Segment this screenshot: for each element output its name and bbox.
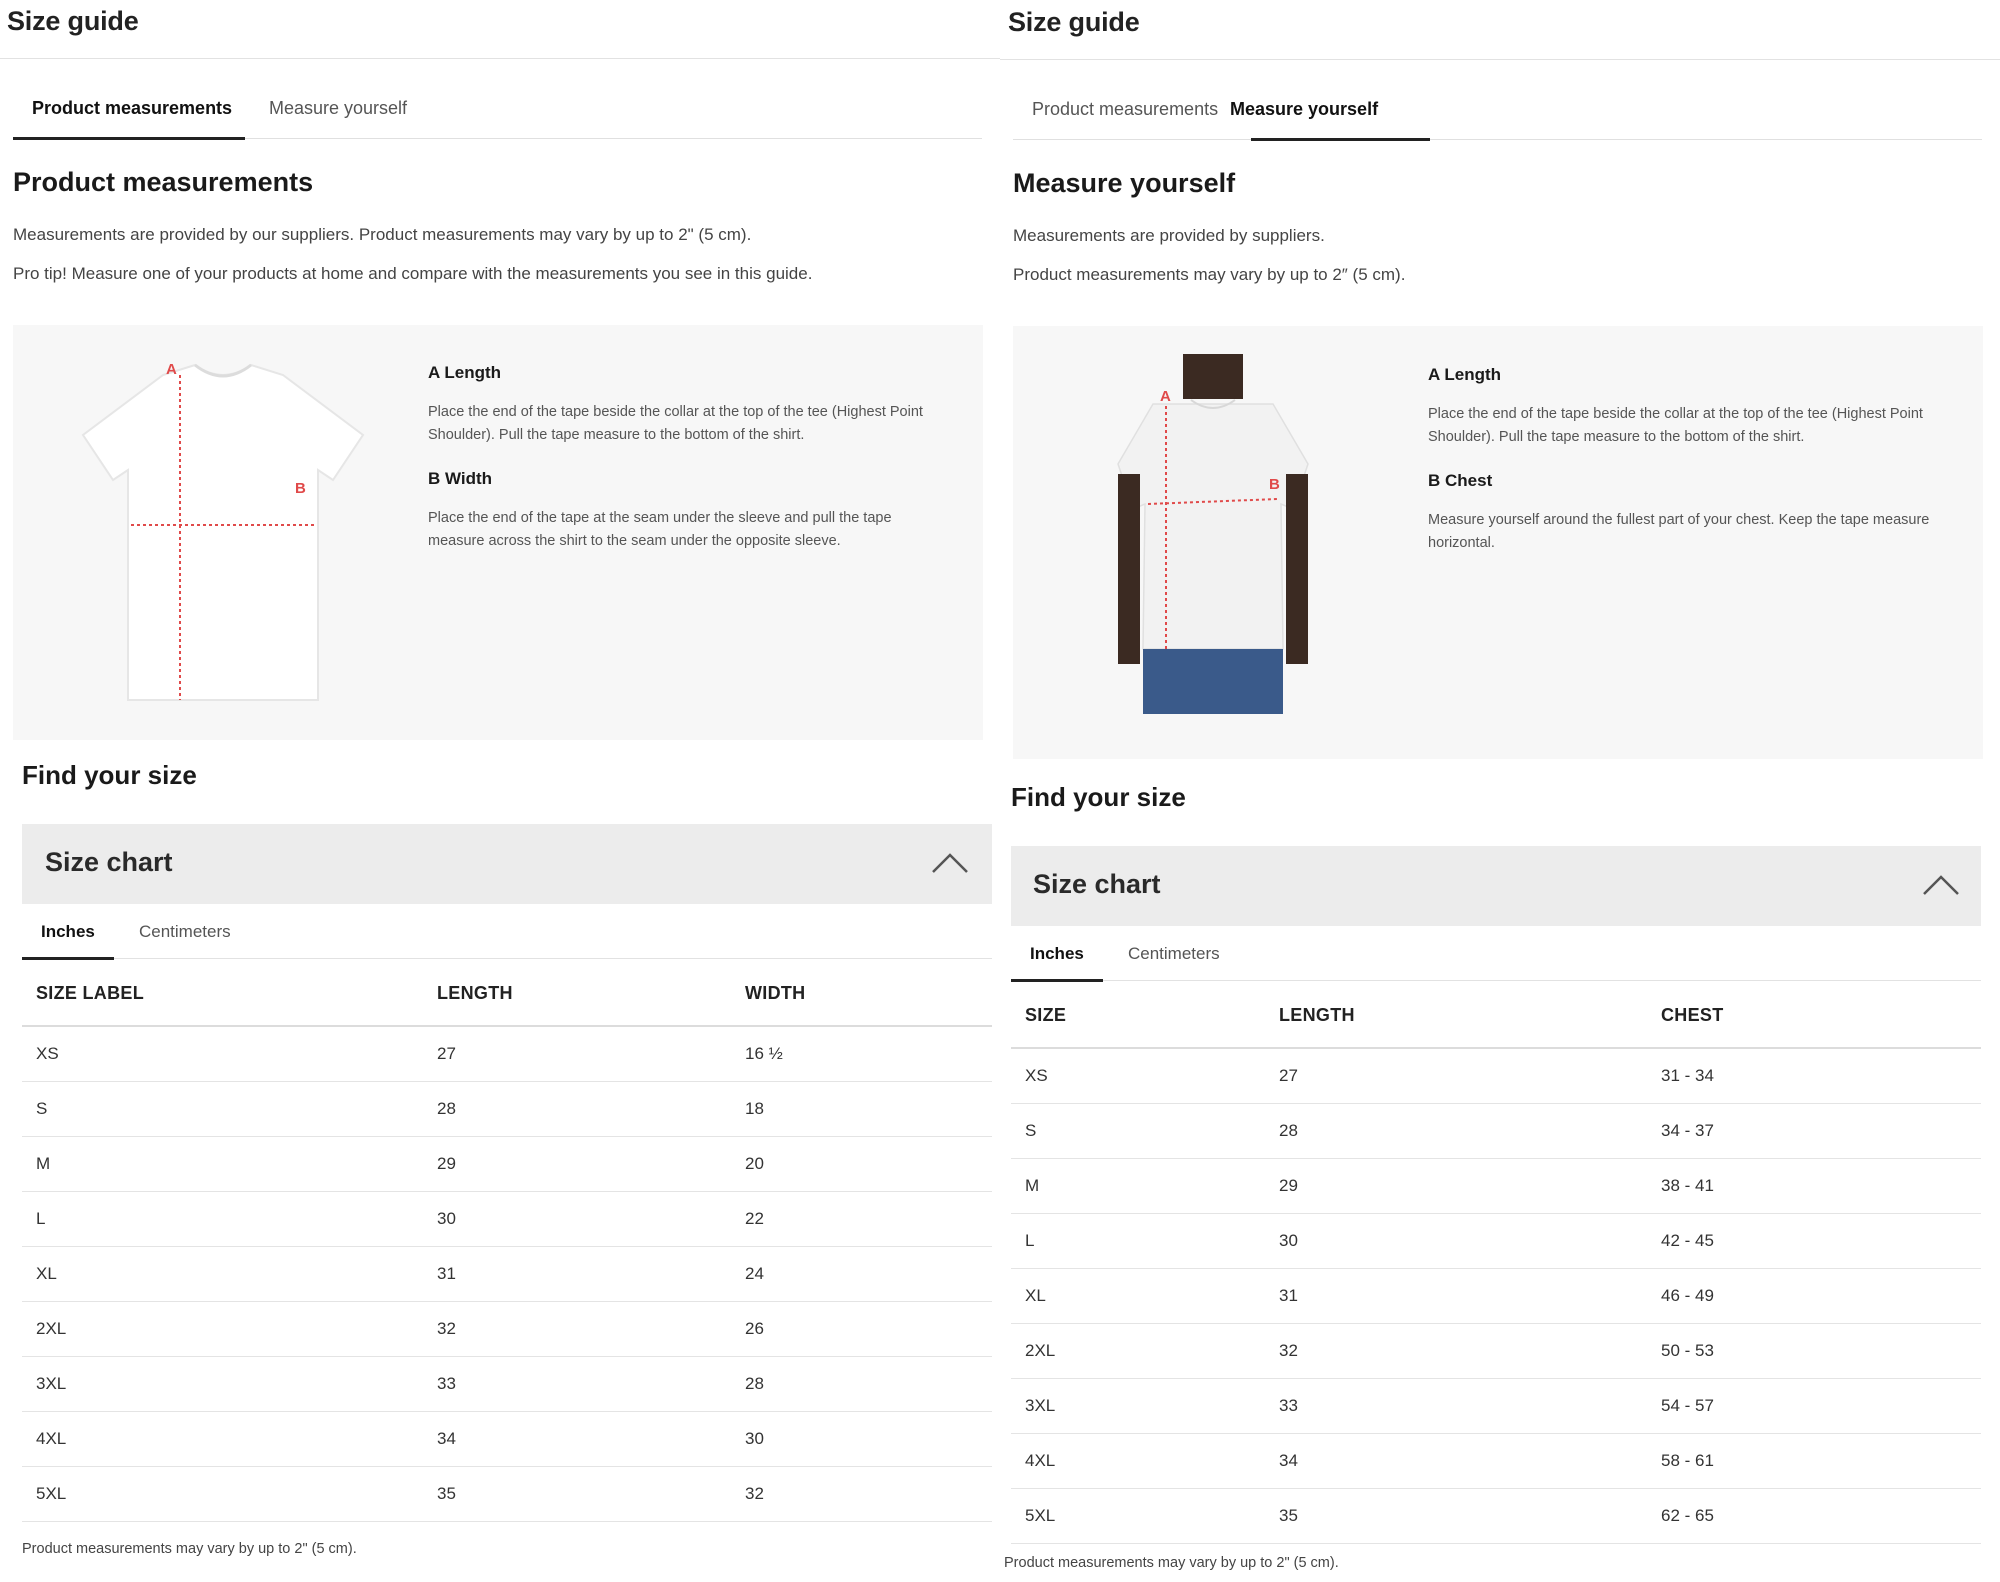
- table-row: [22, 1026, 992, 1081]
- table-row: [22, 1411, 992, 1466]
- size-cell: 3XL: [1011, 1378, 1265, 1433]
- tip-paragraph: Pro tip! Measure one of your products at home and compare with the measurements you see in this guide.: [13, 264, 813, 283]
- table-row: [1011, 1103, 1981, 1158]
- table-row: [22, 1356, 992, 1411]
- size-cell: 4XL: [22, 1411, 423, 1466]
- header-divider: [1000, 59, 2000, 60]
- tab-measure-yourself[interactable]: Measure yourself: [269, 98, 408, 118]
- table-row: [1011, 1378, 1981, 1433]
- table-row: [1011, 1048, 1981, 1103]
- chest-cell: 54 - 57: [1647, 1378, 1981, 1433]
- tab-inches[interactable]: Inches: [41, 922, 95, 941]
- tab-measure-yourself[interactable]: Measure yourself: [1230, 99, 1379, 119]
- length-cell: 31: [1265, 1268, 1647, 1323]
- measurement-b-title: B Width: [428, 469, 493, 488]
- table-row: [22, 1246, 992, 1301]
- column-header: WIDTH: [731, 962, 992, 1026]
- measurement-instructions: [428, 363, 948, 575]
- tab-product-measurements[interactable]: Product measurements: [32, 98, 233, 118]
- width-cell: 32: [731, 1466, 992, 1521]
- length-cell: 32: [423, 1301, 731, 1356]
- header-divider: [0, 58, 1000, 59]
- width-cell: 26: [731, 1301, 992, 1356]
- tip-paragraph: Product measurements may vary by up to 2″ (5 cm).: [1013, 265, 1406, 284]
- size-cell: XL: [1011, 1268, 1265, 1323]
- active-unit-indicator: [1011, 979, 1103, 982]
- tab-inches[interactable]: Inches: [1030, 944, 1084, 963]
- column-header: CHEST: [1647, 984, 1981, 1048]
- table-row: [1011, 1433, 1981, 1488]
- length-cell: 35: [1265, 1488, 1647, 1543]
- length-cell: 30: [1265, 1213, 1647, 1268]
- active-tab-indicator: [1251, 138, 1430, 141]
- section-heading: Measure yourself: [1013, 168, 1236, 198]
- width-cell: 18: [731, 1081, 992, 1136]
- column-header: SIZE: [1011, 984, 1265, 1048]
- marker-b-label: B: [295, 480, 306, 497]
- chest-cell: 50 - 53: [1647, 1323, 1981, 1378]
- footnote: Product measurements may vary by up to 2" (5 cm).: [22, 1541, 357, 1557]
- length-cell: 29: [1265, 1158, 1647, 1213]
- measurement-b-title: B Chest: [1428, 471, 1493, 490]
- guide-tabs: [13, 84, 982, 139]
- size-table: [1011, 984, 1981, 1544]
- size-cell: L: [1011, 1213, 1265, 1268]
- size-cell: M: [1011, 1158, 1265, 1213]
- tab-centimeters[interactable]: Centimeters: [1128, 944, 1220, 963]
- column-header: LENGTH: [1265, 984, 1647, 1048]
- length-cell: 27: [423, 1026, 731, 1081]
- active-tab-indicator: [13, 137, 245, 140]
- table-row: [22, 1081, 992, 1136]
- find-your-size-heading: Find your size: [22, 760, 197, 790]
- size-cell: XS: [22, 1026, 423, 1081]
- marker-a-label: A: [1160, 388, 1171, 405]
- table-row: [22, 1466, 992, 1521]
- size-cell: 2XL: [22, 1301, 423, 1356]
- length-cell: 27: [1265, 1048, 1647, 1103]
- intro-paragraph: Measurements are provided by our suppliers. Product measurements may vary by up to 2" (5 cm).: [13, 225, 752, 244]
- width-cell: 16 ½: [731, 1026, 992, 1081]
- section-heading: Product measurements: [13, 167, 314, 197]
- size-table: [22, 962, 992, 1522]
- size-cell: XL: [22, 1246, 423, 1301]
- size-guide-title: Size guide: [7, 6, 139, 36]
- chest-cell: 46 - 49: [1647, 1268, 1981, 1323]
- size-cell: L: [22, 1191, 423, 1246]
- size-cell: 4XL: [1011, 1433, 1265, 1488]
- measurement-illustration-box: [1013, 326, 1983, 759]
- measurement-a-title: A Length: [428, 363, 502, 382]
- length-cell: 34: [1265, 1433, 1647, 1488]
- length-cell: 30: [423, 1191, 731, 1246]
- table-row: [1011, 1488, 1981, 1543]
- size-chart-title: Size chart: [1033, 869, 1161, 899]
- size-cell: M: [22, 1136, 423, 1191]
- intro-paragraph: Measurements are provided by suppliers.: [1013, 226, 1325, 245]
- model-photo: [1113, 354, 1313, 714]
- active-unit-indicator: [22, 957, 114, 960]
- chest-cell: 58 - 61: [1647, 1433, 1981, 1488]
- measurement-a-title: A Length: [1428, 365, 1502, 384]
- table-row: [22, 1136, 992, 1191]
- width-cell: 22: [731, 1191, 992, 1246]
- measurement-instructions: [1428, 365, 1948, 577]
- length-cell: 31: [423, 1246, 731, 1301]
- size-chart-header[interactable]: [1011, 846, 1981, 926]
- width-cell: 24: [731, 1246, 992, 1301]
- size-cell: 2XL: [1011, 1323, 1265, 1378]
- column-header: LENGTH: [423, 962, 731, 1026]
- table-header-row: [22, 962, 992, 1026]
- unit-tabs: [1011, 926, 1981, 981]
- table-row: [22, 1191, 992, 1246]
- table-row: [1011, 1268, 1981, 1323]
- chest-cell: 38 - 41: [1647, 1158, 1981, 1213]
- measurement-b-desc: Measure yourself around the fullest part of your chest. Keep the tape measure horizontal.: [1428, 512, 1930, 551]
- length-cell: 34: [423, 1411, 731, 1466]
- length-cell: 35: [423, 1466, 731, 1521]
- footnote: Product measurements may vary by up to 2" (5 cm).: [1004, 1555, 1339, 1571]
- size-guide-title: Size guide: [1008, 7, 1140, 37]
- marker-a-label: A: [166, 361, 177, 378]
- length-cell: 28: [423, 1081, 731, 1136]
- unit-tabs: [22, 904, 992, 959]
- measurement-b-desc: Place the end of the tape at the seam under the sleeve and pull the tape measure across the shirt to the seam under the opposite sleeve.: [428, 510, 892, 549]
- guide-tabs: [1013, 85, 1982, 140]
- length-cell: 28: [1265, 1103, 1647, 1158]
- size-cell: 5XL: [22, 1466, 423, 1521]
- chevron-up-icon[interactable]: [930, 848, 970, 876]
- size-chart-header[interactable]: [22, 824, 992, 904]
- measurement-illustration-box: [13, 325, 983, 740]
- chest-cell: 42 - 45: [1647, 1213, 1981, 1268]
- table-header-row: [1011, 984, 1981, 1048]
- chest-cell: 31 - 34: [1647, 1048, 1981, 1103]
- length-cell: 33: [1265, 1378, 1647, 1433]
- table-row: [1011, 1158, 1981, 1213]
- measurement-a-desc: Place the end of the tape beside the collar at the top of the tee (Highest Point Shoulder). Pull the tape measure to the bottom of the shirt.: [1428, 406, 1923, 445]
- size-cell: 3XL: [22, 1356, 423, 1411]
- marker-b-label: B: [1269, 476, 1280, 493]
- width-cell: 30: [731, 1411, 992, 1466]
- length-cell: 29: [423, 1136, 731, 1191]
- length-cell: 32: [1265, 1323, 1647, 1378]
- size-chart-title: Size chart: [45, 847, 173, 877]
- width-cell: 20: [731, 1136, 992, 1191]
- find-your-size-heading: Find your size: [1011, 782, 1186, 812]
- chest-cell: 34 - 37: [1647, 1103, 1981, 1158]
- size-cell: 5XL: [1011, 1488, 1265, 1543]
- tab-product-measurements[interactable]: Product measurements: [1032, 99, 1219, 119]
- table-row: [1011, 1213, 1981, 1268]
- size-guide-panel-measure-yourself: [1000, 0, 2000, 1582]
- chest-cell: 62 - 65: [1647, 1488, 1981, 1543]
- tshirt-diagram: [63, 355, 383, 715]
- table-row: [22, 1301, 992, 1356]
- measurement-a-desc: Place the end of the tape beside the collar at the top of the tee (Highest Point Shoulder). Pull the tape measure to the bottom of the shirt.: [428, 404, 923, 443]
- size-cell: S: [22, 1081, 423, 1136]
- column-header: SIZE LABEL: [22, 962, 423, 1026]
- length-cell: 33: [423, 1356, 731, 1411]
- tab-centimeters[interactable]: Centimeters: [139, 922, 231, 941]
- table-row: [1011, 1323, 1981, 1378]
- width-cell: 28: [731, 1356, 992, 1411]
- size-cell: XS: [1011, 1048, 1265, 1103]
- size-cell: S: [1011, 1103, 1265, 1158]
- chevron-up-icon[interactable]: [1921, 870, 1961, 898]
